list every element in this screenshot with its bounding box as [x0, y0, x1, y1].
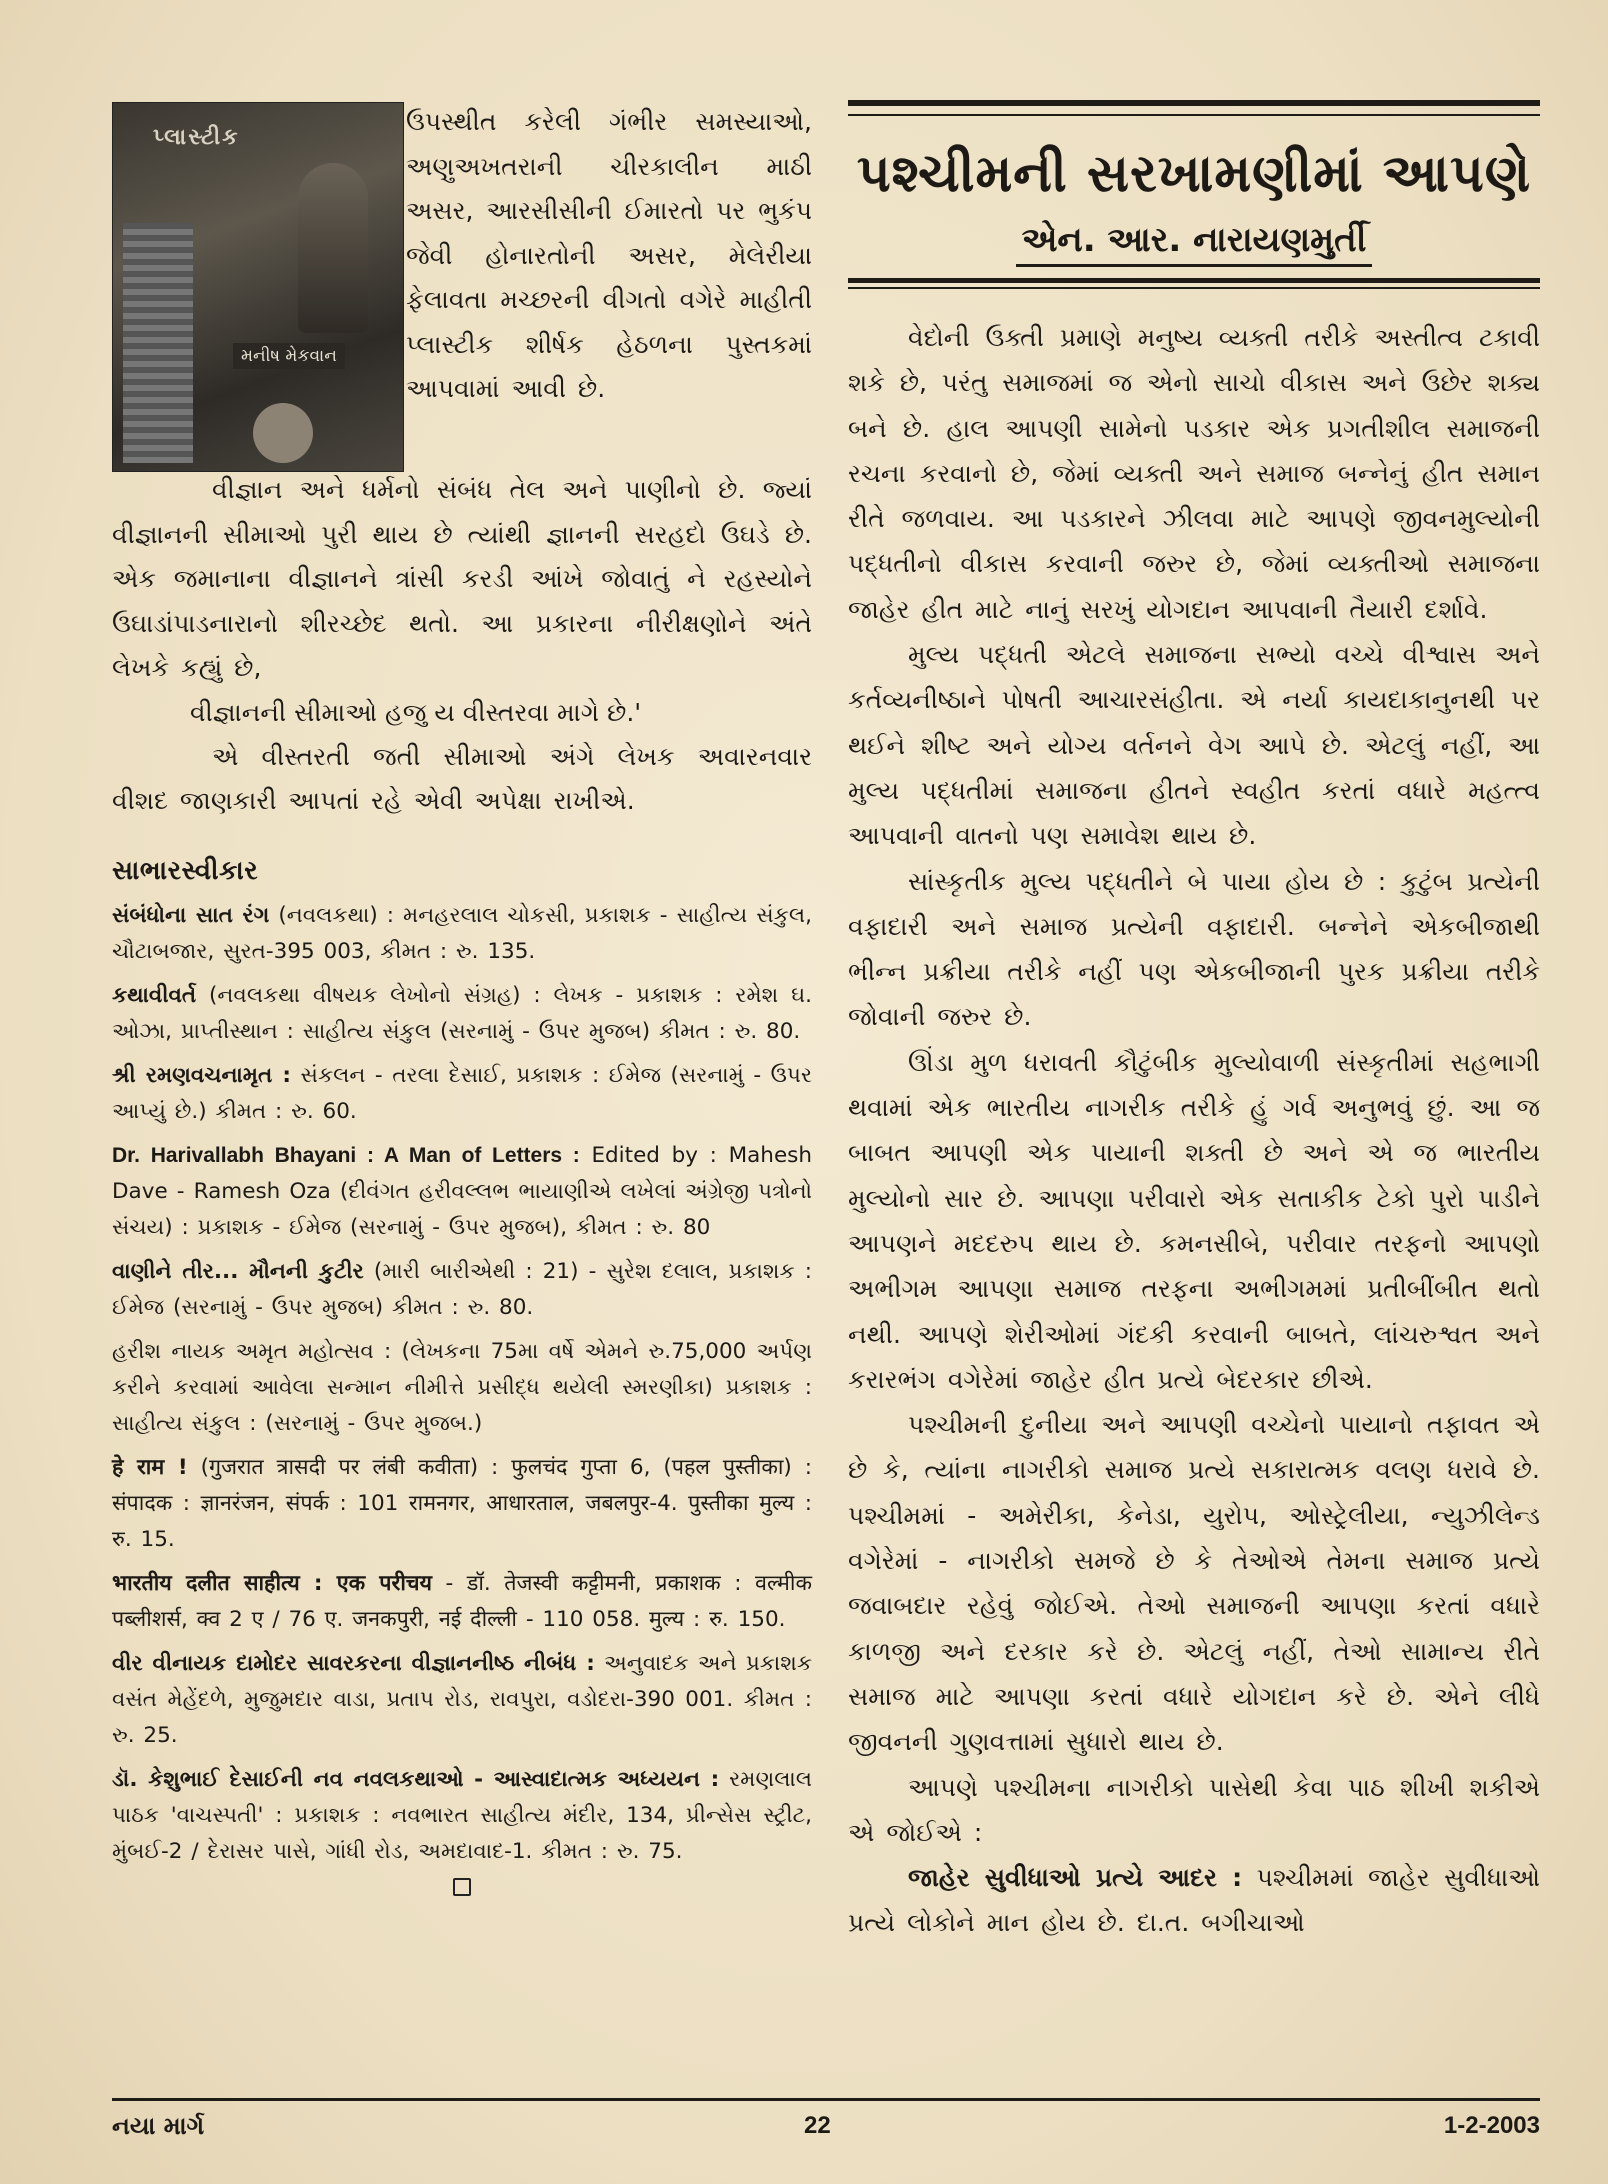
article-paragraph: વેદોની ઉક્તી પ્રમાણે મનુષ્ય વ્યક્તી તરીકે અસ્તીત્વ ટકાવી શકે છે, પરંતુ સમાજમાં જ એનો સાચો વીકાસ અને ઉછેર શક્ય બને છે. હાલ આપણી સામેનો પડકાર એક પ્રગતીશીલ સમાજની રચના કરવાનો છે, જેમાં વ્યક્તી અને સમાજ બન્નેનું હીત સમાન રીતે જળવાય. આ પડકારને ઝીલવા માટે આપણે જીવનમુલ્યોની પદ્ધતીનો વીકાસ કરવાની જરુર છે, જેમાં વ્યક્તીઓ સમાજના જાહેર હીત માટે નાનું સરખું યોગદાન આપવાની તૈયારી દર્શાવે. [848, 323, 1540, 624]
cover-tower-graphic [123, 223, 193, 463]
subheading-inline: જાહેર સુવીધાઓ પ્રત્યે આદર : [908, 1863, 1243, 1893]
acknowledgement-item [112, 1138, 812, 1246]
ack-item-title: Dr. Harivallabh Bhayani : A Man of Letters : [112, 1143, 580, 1167]
ack-item-details: (નવલકથા) : મનહરલાલ ચોકસી, પ્રકાશક - સાહીત્ય સંકુલ, ચૌટાબજાર, સુરત-395 003, કીમત : રુ. 135. [112, 902, 812, 964]
left-paragraph: વીજ્ઞાન અને ધર્મનો સંબંધ તેલ અને પાણીનો છે. જ્યાં વીજ્ઞાનની સીમાઓ પુરી થાય છે ત્યાંથી જ્ઞાનની સરહદો ઉઘડે છે. એક જમાનાના વીજ્ઞાનને ત્રાંસી કરડી આંખે જોવાતું ને રહસ્યોને ઉઘાડાંપાડનારાનો શીરચ્છેદ થતો. આ પ્રકારના નીરીક્ષણોને અંતે લેખકે કહ્યું છે, [112, 475, 812, 682]
article-author: એન. આર. નારાયણમુર્તી [1016, 220, 1373, 267]
acknowledgement-item [112, 1058, 812, 1130]
acknowledgement-item [112, 1450, 812, 1558]
acknowledgement-item [112, 1334, 812, 1442]
ack-item-details: અનુવાદક અને પ્રકાશક વસંત મેહેંદળે, મુજુમદાર વાડા, પ્રતાપ રોડ, રાવપુરા, વડોદરા-390 001. કીમત : રુ. 25. [112, 1650, 813, 1748]
acknowledgement-item [112, 1566, 812, 1638]
ack-item-title: શ્રી રમણવચનામૃત : [112, 1062, 291, 1088]
footer-rule-divider [112, 2098, 1540, 2101]
ack-item-details: (गुजरात त्रासदी पर लंबी कवीता) : फुलचंद गुप्ता 6, (पहल पुस्तीका) : संपादक : ज्ञानरंजन, संपर्क : 101 रामनगर, आधारताल, जबलपुर-4. पुस्तीका मुल्य : रु. 15. [112, 1454, 812, 1552]
acknowledgement-item [112, 978, 812, 1050]
ack-item-title: વીર વીનાયક દામોદર સાવરકરના વીજ્ઞાનનીષ્ઠ નીબંધ : [112, 1650, 595, 1676]
cover-figure-graphic [298, 163, 368, 333]
acknowledgement-item [112, 1762, 812, 1870]
ack-item-title: ડૉ. કેશુભાઈ દેસાઈની નવ નવલકથાઓ - આસ્વાદાત્મક અધ્યયન : [112, 1766, 720, 1792]
title-rule-divider-thin [848, 287, 1540, 289]
book-cover-image [112, 102, 404, 472]
article-byline [848, 220, 1540, 260]
ack-item-title: વાણીને તીર... મૌનની કુટીર [112, 1258, 364, 1284]
article-paragraph: આપણે પશ્ચીમના નાગરીકો પાસેથી કેવા પાઠ શીખી શકીએ એ જોઈએ : [848, 1772, 1540, 1847]
ack-item-details: સંકલન - તરલા દેસાઈ, પ્રકાશક : ઈમેજ (સરનામું - ઉપર આપ્યું છે.) કીમત : રુ. 60. [112, 1062, 812, 1124]
ack-item-title: સંબંધોના સાત રંગ [112, 902, 270, 928]
ack-item-title: भारतीय दलीत साहीत्य : एक परीचय [112, 1570, 433, 1596]
top-rule-divider-thin [848, 114, 1540, 116]
acknowledgement-item [112, 1646, 812, 1754]
top-rule-divider [848, 100, 1540, 106]
article-paragraph: સાંસ્કૃતીક મુલ્ય પદ્ધતીને બે પાયા હોય છે : કુટુંબ પ્રત્યેની વફાદારી અને સમાજ પ્રત્યેની વફાદારી. બન્નેને એકબીજાથી ભીન્ન પ્રક્રીયા તરીકે નહીં પણ એકબીજાની પુરક પ્રક્રીયા તરીકે જોવાની જરુર છે. [848, 866, 1540, 1032]
end-mark-icon [453, 1878, 471, 1896]
intro-text-block [406, 100, 812, 412]
footer-magazine-name: નયા માર્ગ [112, 2112, 205, 2140]
title-rule-divider [848, 278, 1540, 283]
article-paragraph: મુલ્ય પદ્ધતી એટલે સમાજના સભ્યો વચ્ચે વીશ્વાસ અને કર્તવ્યનીષ્ઠાને પોષતી આચારસંહીતા. એ નર્યા કાયદાકાનુનથી પર થઈને શીષ્ટ અને યોગ્ય વર્તનને વેગ આપે છે. એટલું નહીં, આ મુલ્ય પદ્ધતીમાં સમાજના હીતને સ્વહીત કરતાં વધારે મહત્ત્વ આપવાની વાતનો પણ સમાવેશ થાય છે. [848, 640, 1540, 851]
book-cover-author: મનીષ મેકવાન [233, 343, 345, 369]
paragraph-text: પશ્ચીમમાં જાહેર સુવીધાઓ પ્રત્યે લોકોને માન હોય છે. દા.ત. બગીચાઓ [848, 1863, 1540, 1938]
quoted-line: વીજ્ઞાનની સીમાઓ હજુ ય વીસ્તરવા માગે છે.' [190, 697, 642, 727]
acknowledgement-item [112, 1254, 812, 1326]
intro-paragraph: ઉપસ્થીત કરેલી ગંભીર સમસ્યાઓ, અણુઅખતરાની ચીરકાલીન માઠી અસર, આરસીસીની ઈમારતો પર ભુકંપ જેવી હોનારતોની અસર, મેલેરીયા ફેલાવતા મચ્છરની વીગતો વગેરે માહીતી પ્લાસ્ટીક શીર્ષક હેઠળના પુસ્તકમાં આપવામાં આવી છે. [406, 107, 812, 403]
footer-date: 1-2-2003 [1443, 2112, 1540, 2139]
acknowledgement-heading: સાભારસ્વીકાર [112, 855, 259, 886]
ack-item-details: રમણલાલ પાઠક 'વાચસ્પતી' : પ્રકાશક : નવભારત સાહીત્ય મંદીર, 134, પ્રીન્સેસ સ્ટ્રીટ, મુંબઈ-2 / દેરાસર પાસે, ગાંધી રોડ, અમદાવાદ-1. કીમત : રુ. 75. [112, 1766, 812, 1864]
cover-ornament-graphic [253, 403, 313, 463]
right-column [848, 100, 1540, 1946]
left-body-text [112, 468, 812, 1896]
article-paragraph: ઊંડા મુળ ધરાવતી કૌટુંબીક મુલ્યોવાળી સંસ્કૃતીમાં સહભાગી થવામાં એક ભારતીય નાગરીક તરીકે હું ગર્વ અનુભવું છું. આ જ બાબત આપણી એક પાયાની શક્તી છે અને એ જ ભારતીય મુલ્યોનો સાર છે. આપણા પરીવારો એક સતાકીક ટેકો પુરો પાડીને આપણને મદદરુપ થાય છે. કમનસીબે, પરીવાર તરફનો આપણો અભીગમ આપણા સમાજ તરફના અભીગમમાં પ્રતીબીંબીત થતો નથી. આપણે શેરીઓમાં ગંદકી કરવાની બાબતે, લાંચરુશ્વત અને કરારભંગ વગેરેમાં જાહેર હીત પ્રત્યે બેદરકાર છીએ. [848, 1047, 1540, 1394]
ack-item-title: કથાવીવર્ત [112, 982, 197, 1008]
footer-page-number: 22 [804, 2112, 831, 2139]
acknowledgement-list [112, 898, 812, 1870]
article-title: પશ્ચીમની સરખામણીમાં આપણે [856, 144, 1532, 204]
left-paragraph: એ વીસ્તરતી જતી સીમાઓ અંગે લેખક અવારનવાર વીશદ જાણકારી આપતાં રહે એવી અપેક્ષા રાખીએ. [112, 741, 812, 815]
book-cover-title: પ્લાસ્ટીક [153, 125, 240, 150]
ack-item-details: (મારી બારીએથી : 21) - સુરેશ દલાલ, પ્રકાશક : ઈમેજ (સરનામું - ઉપર મુજબ) કીમત : રુ. 80. [112, 1258, 813, 1320]
article-paragraph: પશ્ચીમની દુનીયા અને આપણી વચ્ચેનો પાયાનો તફાવત એ છે કે, ત્યાંના નાગરીકો સમાજ પ્રત્યે સકારાત્મક વલણ ધરાવે છે. પશ્ચીમમાં - અમેરીકા, કેનેડા, યુરોપ, ઓસ્ટ્રેલીયા, ન્યુઝીલેન્ડ વગેરેમાં - નાગરીકો સમજે છે કે તેઓએ તેમના સમાજ પ્રત્યે જવાબદાર રહેવું જોઈએ. તેઓ સમાજની આપણા કરતાં વધારે કાળજી અને દરકાર કરે છે. એટલું નહીં, તેઓ સામાન્ય રીતે સમાજ માટે આપણા કરતાં વધારે યોગદાન કરે છે. એને લીધે જીવનની ગુણવત્તામાં સુધારો થાય છે. [848, 1410, 1540, 1757]
article-paragraph [848, 1855, 1540, 1946]
ack-item-details: (નવલકથા વીષયક લેખોનો સંગ્રહ) : લેખક - પ્રકાશક : રમેશ ઘ. ઓઝા, પ્રાપ્તીસ્થાન : સાહીત્ય સંકુલ (સરનામું - ઉપર મુજબ) કીમત : રુ. 80. [112, 982, 812, 1044]
ack-item-details: Edited by : Mahesh Dave - Ramesh Oza (દીવંગત હરીવલ્લભ ભાયાણીએ લખેલાં અંગ્રેજી પત્રોનો સંચય) : પ્રકાશક - ઈમેજ (સરનામું - ઉપર મુજબ), કીમત : રુ. 80 [112, 1142, 812, 1240]
article-body [848, 315, 1540, 1946]
acknowledgement-item [112, 898, 812, 970]
ack-item-details: હરીશ નાયક અમૃત મહોત્સવ : (લેખકના 75મા વર્ષે એમને રુ.75,000 અર્પણ કરીને કરવામાં આવેલા સન્માન નીમીત્તે પ્રસીદ્ધ થયેલી સ્મરણીકા) પ્રકાશક : સાહીત્ય સંકુલ : (સરનામું - ઉપર મુજબ.) [112, 1338, 812, 1436]
ack-item-details: - डॉ. तेजस्वी कट्टीमनी, प्रकाशक : वल्मीक पब्लीशर्स, क्व 2 ए / 76 ए. जनकपुरी, नई दील्ली - 110 058. मुल्य : रु. 150. [112, 1570, 812, 1632]
ack-item-title: हे राम ! [112, 1454, 188, 1480]
